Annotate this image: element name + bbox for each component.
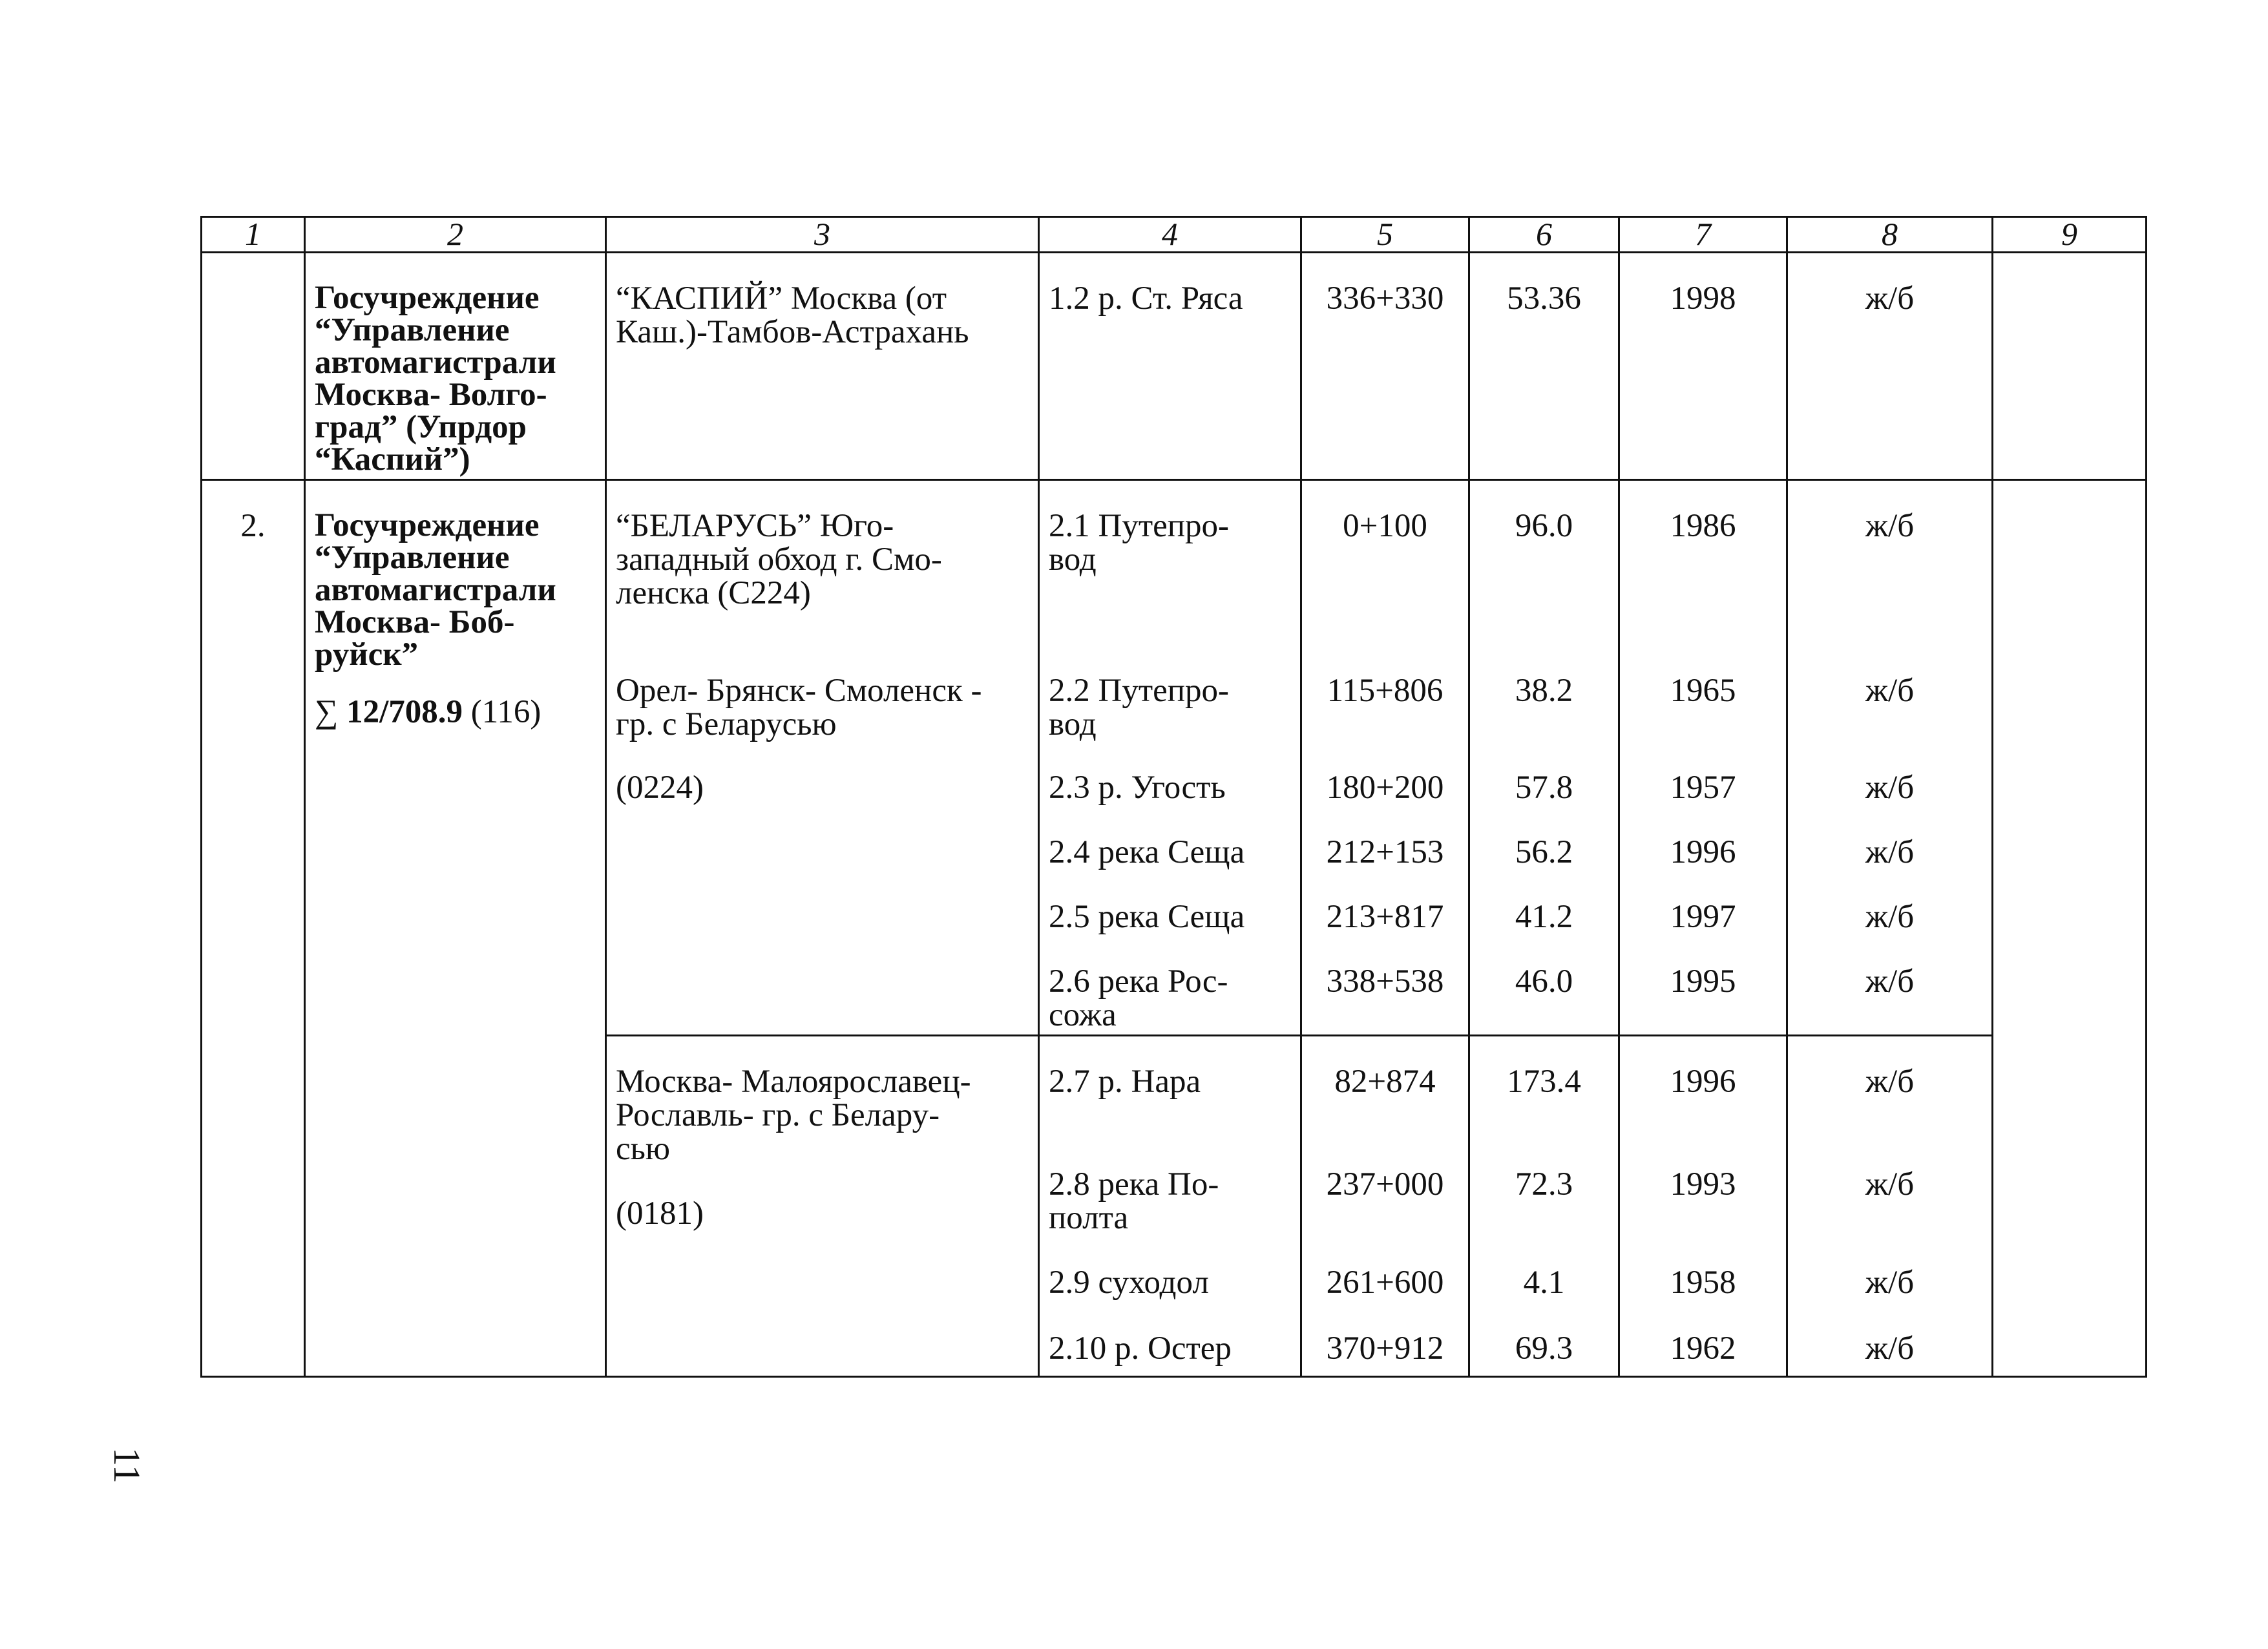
road-code: (0224)	[616, 769, 704, 806]
object-name	[1039, 253, 1301, 480]
table-row	[202, 253, 2147, 480]
km-position: 261+600	[1301, 1266, 1469, 1332]
column-number-row	[202, 217, 2147, 253]
col-header-3: 3	[606, 217, 1039, 253]
length: 57.8	[1469, 771, 1619, 835]
col-header-1: 1	[202, 217, 305, 253]
year: 1986	[1619, 480, 1787, 674]
object-name: 2.7 р. Нара	[1039, 1036, 1301, 1168]
text-line: 2.8 река По-	[1049, 1166, 1219, 1203]
object-name: 2.4 река Сеща	[1039, 835, 1301, 900]
length: 72.3	[1469, 1168, 1619, 1266]
material: ж/б	[1787, 1332, 1993, 1377]
year: 1996	[1619, 835, 1787, 900]
object-name: 2.10 р. Остер	[1039, 1332, 1301, 1377]
km-position: 212+153	[1301, 835, 1469, 900]
text-line: сью	[616, 1131, 670, 1167]
text-line: Москва- Боб-	[315, 604, 515, 640]
year: 1965	[1619, 674, 1787, 771]
object-name: 2.5 река Сеща	[1039, 900, 1301, 965]
text-line: автомагистрали	[315, 572, 556, 608]
notes	[1993, 480, 2147, 1377]
material: ж/б	[1787, 835, 1993, 900]
text-line: сожа	[1049, 996, 1117, 1033]
sum-symbol: ∑	[315, 694, 339, 730]
year: 1996	[1619, 1036, 1787, 1168]
length: 173.4	[1469, 1036, 1619, 1168]
object-name	[1039, 965, 1301, 1036]
year: 1962	[1619, 1332, 1787, 1377]
text-line: руйск”	[315, 636, 419, 673]
sum-count: (116)	[470, 694, 541, 730]
object-name: 2.9 суходол	[1039, 1266, 1301, 1332]
km-position: 180+200	[1301, 771, 1469, 835]
text-line: вод	[1049, 541, 1097, 578]
text-line: Рославль- гр. с Белару-	[616, 1097, 940, 1133]
text-line: “БЕЛАРУСЬ” Юго-	[616, 508, 894, 544]
text-line: “Каспий”)	[315, 441, 470, 478]
page-number: 11	[106, 1447, 148, 1484]
organization-summary	[315, 695, 596, 729]
organization-name	[305, 480, 606, 1377]
year: 1995	[1619, 965, 1787, 1036]
road-name	[606, 674, 1039, 1036]
col-header-4: 4	[1039, 217, 1301, 253]
col-header-9: 9	[1993, 217, 2147, 253]
text-line: “Управление	[315, 540, 510, 576]
year: 1998	[1619, 253, 1787, 480]
text-line: Госучреждение	[315, 280, 540, 316]
length: 56.2	[1469, 835, 1619, 900]
text-line: вод	[1049, 706, 1097, 742]
length: 96.0	[1469, 480, 1619, 674]
sum-value: 12/708.9	[346, 694, 463, 730]
material: ж/б	[1787, 771, 1993, 835]
material: ж/б	[1787, 253, 1993, 480]
year: 1958	[1619, 1266, 1787, 1332]
col-header-6: 6	[1469, 217, 1619, 253]
material: ж/б	[1787, 900, 1993, 965]
length: 41.2	[1469, 900, 1619, 965]
text-line: ленска (С224)	[616, 575, 811, 611]
km-position: 82+874	[1301, 1036, 1469, 1168]
text-line: Каш.)-Тамбов-Астрахань	[616, 314, 969, 350]
text-line: “Управление	[315, 312, 510, 348]
text-line: Орел- Брянск- Смоленск -	[616, 672, 982, 709]
object-name: 2.3 р. Угость	[1039, 771, 1301, 835]
year: 1997	[1619, 900, 1787, 965]
km-position: 336+330	[1301, 253, 1469, 480]
text-line: Москва- Малоярославец-	[616, 1064, 971, 1100]
object-name	[1039, 674, 1301, 771]
text-line: 1.2 р. Ст. Ряса	[1049, 280, 1243, 317]
table-row	[202, 480, 2147, 674]
road-name	[606, 480, 1039, 674]
text-line: полта	[1049, 1199, 1129, 1236]
km-position: 370+912	[1301, 1332, 1469, 1377]
col-header-5: 5	[1301, 217, 1469, 253]
text-line: Москва- Волго-	[315, 377, 547, 413]
object-name	[1039, 1168, 1301, 1266]
material: ж/б	[1787, 1168, 1993, 1266]
text-line: Госучреждение	[315, 507, 540, 543]
row-number	[202, 253, 305, 480]
col-header-2: 2	[305, 217, 606, 253]
organization-name	[305, 253, 606, 480]
material: ж/б	[1787, 1036, 1993, 1168]
km-position: 115+806	[1301, 674, 1469, 771]
material: ж/б	[1787, 1266, 1993, 1332]
year: 1957	[1619, 771, 1787, 835]
object-name	[1039, 480, 1301, 674]
notes	[1993, 253, 2147, 480]
length: 38.2	[1469, 674, 1619, 771]
material: ж/б	[1787, 965, 1993, 1036]
road-name	[606, 253, 1039, 480]
text-line: “КАСПИЙ” Москва (от	[616, 280, 947, 317]
text-line: 2.2 Путепро-	[1049, 672, 1230, 709]
text-line: 2.1 Путепро-	[1049, 508, 1230, 544]
km-position: 237+000	[1301, 1168, 1469, 1266]
text-line: гр. с Беларусью	[616, 706, 837, 742]
length: 4.1	[1469, 1266, 1619, 1332]
row-number: 2.	[202, 480, 305, 1377]
km-position: 338+538	[1301, 965, 1469, 1036]
road-name	[606, 1036, 1039, 1377]
text-line: автомагистрали	[315, 344, 556, 381]
text-line: град” (Упрдор	[315, 409, 527, 445]
year: 1993	[1619, 1168, 1787, 1266]
length: 46.0	[1469, 965, 1619, 1036]
col-header-8: 8	[1787, 217, 1993, 253]
text-line: западный обход г. Смо-	[616, 541, 942, 578]
length: 69.3	[1469, 1332, 1619, 1377]
length: 53.36	[1469, 253, 1619, 480]
col-header-7: 7	[1619, 217, 1787, 253]
km-position: 0+100	[1301, 480, 1469, 674]
km-position: 213+817	[1301, 900, 1469, 965]
text-line: 2.6 река Рос-	[1049, 963, 1228, 1000]
road-code: (0181)	[616, 1195, 704, 1232]
material: ж/б	[1787, 480, 1993, 674]
bridges-table	[200, 216, 2147, 1378]
material: ж/б	[1787, 674, 1993, 771]
